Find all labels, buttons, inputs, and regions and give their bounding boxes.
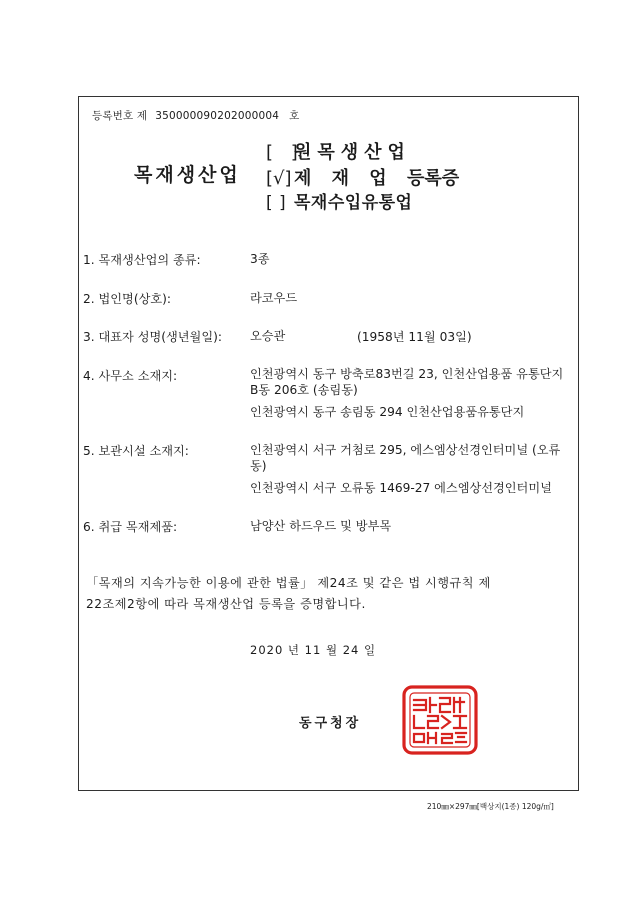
field-label-products: 6. 취급 목재제품:: [83, 520, 178, 534]
statement-line-1: 「목재의 지속가능한 이용에 관한 법률」 제24조 및 같은 법 시행규칙 제: [86, 576, 491, 590]
registration-suffix: 호: [289, 110, 300, 122]
field-value-birthdate: (1958년 11월 03일): [357, 330, 472, 344]
option-sawmill: [266, 164, 459, 190]
issuer-name: 동구청장: [299, 716, 362, 731]
option-import-distribution: [266, 188, 412, 213]
field-label-business-type: 1. 목재생산업의 종류:: [83, 253, 201, 267]
option-label-2: 제 재 업 등록증: [294, 168, 460, 189]
paper-spec-footer: 210㎜×297㎜[백상지(1종) 120g/㎡]: [427, 802, 554, 811]
option-label-1: 원목생산업: [294, 142, 411, 163]
field-value-company-name: 라코우드: [250, 291, 298, 305]
certificate-title-main: 목재생산업: [134, 164, 241, 186]
field-value-storage-address-lot: 인천광역시 서구 오류동 1469-27 에스엠상선경인터미널: [250, 481, 552, 495]
field-value-business-type: 3종: [250, 252, 270, 266]
option-checkbox-3: [ ]: [266, 193, 287, 213]
field-value-office-address-road: 인천광역시 동구 방축로83번길 23, 인천산업용품 유통단지 B동 206호 (송림동): [250, 367, 564, 397]
field-value-products: 남양산 하드우드 및 방부목: [250, 519, 392, 533]
registration-number: [92, 108, 299, 123]
field-label-storage-address: 5. 보관시설 소재지:: [83, 444, 189, 458]
option-checkbox-1: [ ]: [266, 142, 304, 163]
official-seal-icon: [400, 684, 480, 756]
field-label-office-address: 4. 사무소 소재지:: [83, 369, 178, 383]
field-value-representative: 오승관: [250, 329, 286, 343]
option-label-3: 목재수입유통업: [294, 193, 413, 213]
registration-label: 등록번호 제: [92, 110, 148, 122]
registration-value: 350000090202000004: [155, 110, 280, 122]
issue-date: 2020 년 11 월 24 일: [250, 643, 377, 657]
statement-line-2: 22조제2항에 따라 목재생산업 등록을 증명합니다.: [86, 597, 366, 611]
option-checkbox-2: [√]: [266, 168, 292, 189]
field-label-representative: 3. 대표자 성명(생년월일):: [83, 330, 222, 344]
option-log-production: [266, 138, 411, 164]
field-value-office-address-lot: 인천광역시 동구 송림동 294 인천산업용품유통단지: [250, 405, 525, 419]
field-label-company-name: 2. 법인명(상호):: [83, 292, 171, 306]
field-value-storage-address-road: 인천광역시 서구 거첨로 295, 에스엠상선경인터미널 (오류동): [250, 443, 561, 473]
